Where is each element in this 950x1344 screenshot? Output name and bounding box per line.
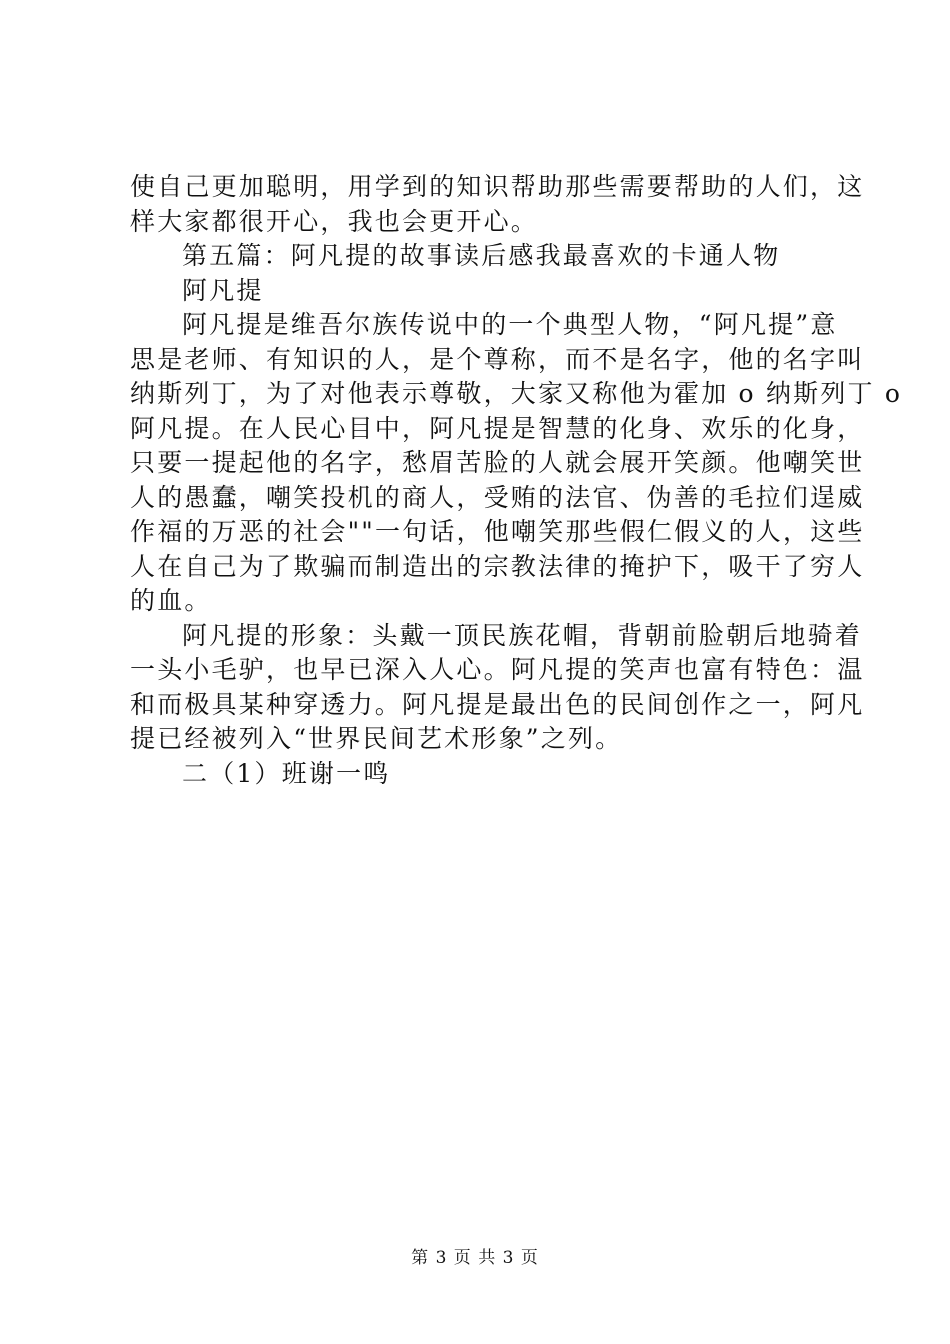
text-line: 只要一提起他的名字，愁眉苦脸的人就会展开笑颜。他嘲笑世 <box>130 448 865 477</box>
paragraph-intro <box>130 308 903 619</box>
text-line: 人的愚蠢，嘲笑投机的商人，受贿的法官、伪善的毛拉们逞威 <box>130 482 865 512</box>
text-line: 一头小毛驴，也早已深入人心。阿凡提的笑声也富有特色：温 <box>130 655 865 684</box>
text-line: 使自己更加聪明，用学到的知识帮助那些需要帮助的人们，这 <box>130 172 865 201</box>
text-line: 人在自己为了欺骗而制造出的宗教法律的掩护下，吸干了穷人 <box>130 551 865 581</box>
text-line: 思是老师、有知识的人，是个尊称，而不是名字，他的名字叫 <box>130 344 865 374</box>
section-subtitle: 阿凡提 <box>182 275 264 305</box>
paragraph-image <box>130 619 865 757</box>
text-line: 的血。 <box>130 586 212 615</box>
text-line: 提已经被列入“世界民间艺术形象”之列。 <box>130 724 623 753</box>
text-line: 阿凡提。在人民心目中，阿凡提是智慧的化身、欢乐的化身， <box>130 413 865 443</box>
text-line: 阿凡提是维吾尔族传说中的一个典型人物，“阿凡提”意 <box>182 310 838 339</box>
continuation-paragraph <box>130 170 865 239</box>
text-line: 样大家都很开心，我也会更开心。 <box>130 206 539 236</box>
text-line: 和而极具某种穿透力。阿凡提是最出色的民间创作之一，阿凡 <box>130 689 865 719</box>
page-number: 第 3 页 共 3 页 <box>411 1248 539 1268</box>
author-signature: 二（1）班谢一鸣 <box>182 758 391 788</box>
text-line: 作福的万恶的社会""一句话，他嘲笑那些假仁假义的人，这些 <box>130 517 865 546</box>
section-title: 第五篇：阿凡提的故事读后感我最喜欢的卡通人物 <box>182 241 781 270</box>
text-line: 阿凡提的形象：头戴一顶民族花帽，背朝前脸朝后地骑着 <box>182 620 863 650</box>
document-body <box>130 170 903 791</box>
text-line: 纳斯列丁，为了对他表示尊敬，大家又称他为霍加 o 纳斯列丁 o <box>130 379 903 408</box>
